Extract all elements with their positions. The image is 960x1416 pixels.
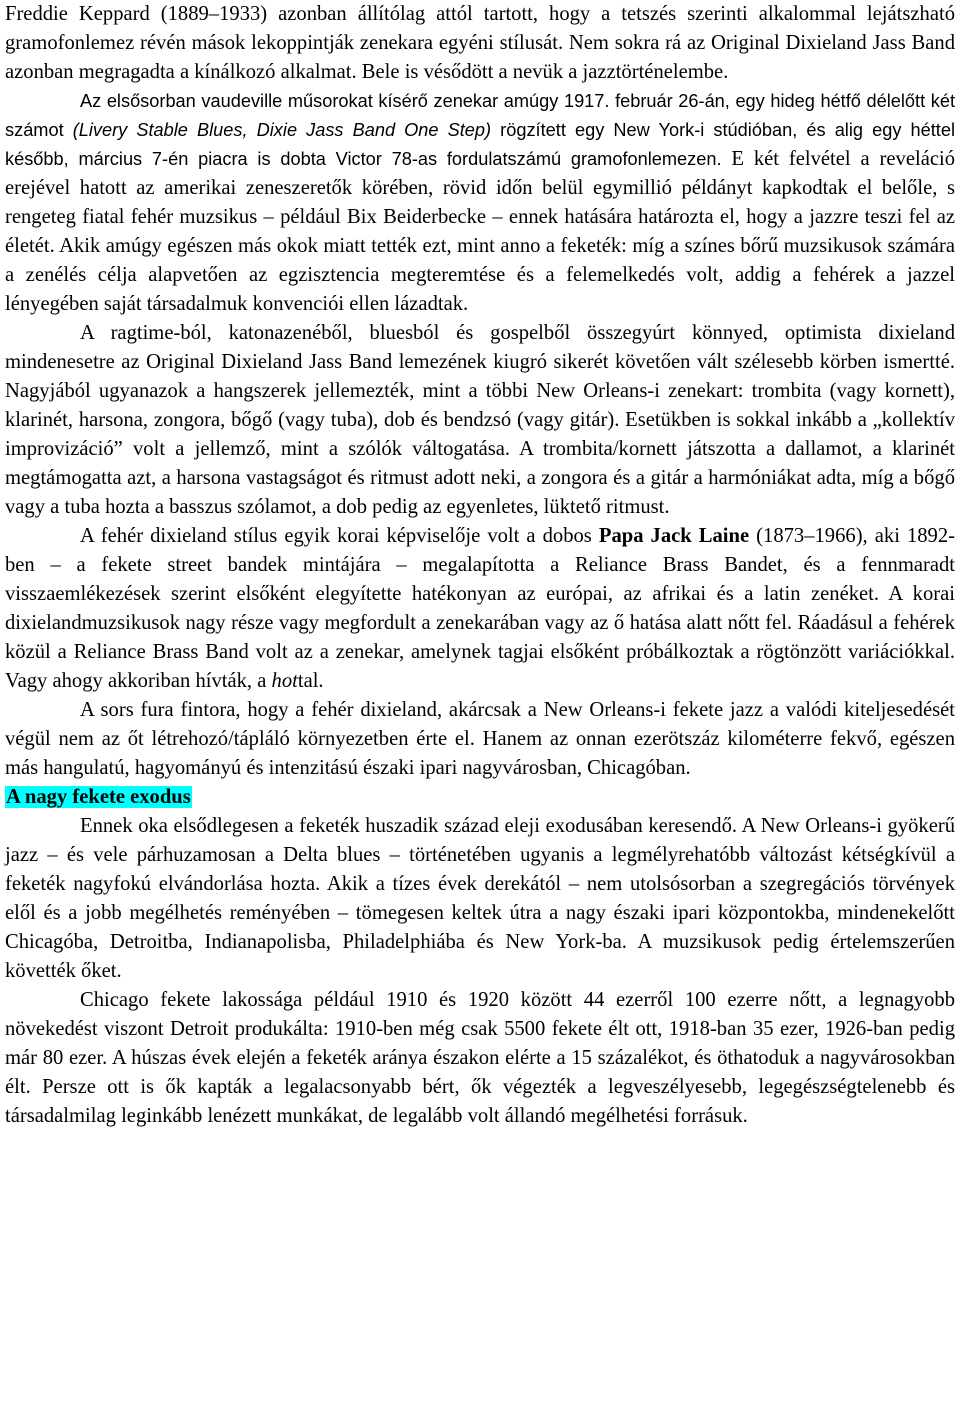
paragraph-first-recording-sans-end: rögzített egy New York-i stúdióban, és alig egy héttel később, március 7-én piacra is dobta Victor 78-as fordulatszámú gramofonlemezen. — [5, 120, 955, 169]
paragraph-keppard: Freddie Keppard (1889–1933) azonban állítólag attól tartott, hogy a tetszés szerinti alkalommal lejátszható gramofonlemez révén mások lekoppintják zenekara egyéni stílusát. Nem sokra rá az Original Dixieland Jass Band azonban megragadta a kínálkozó alkalmat. Bele is vésődött a nevük a jazztörténelembe. — [5, 3, 955, 83]
paragraph-dixieland-instruments: A ragtime-ból, katonazenéből, bluesból és gospelből összegyúrt könnyed, optimista dixieland mindenesetre az Original Dixieland Jass Band lemezének kiugró sikerét követően vált szélesebb körben ismertté. Nagyjából ugyanazok a hangszerek jellemezték, mint a többi New Orleans-i zenekart: trombita (vagy kornett), klarinét, harsona, zongora, bőgő (vagy tuba), dob és bendzsó (vagy gitár). Esetükben is sokkal inkább a „kollektív improvizáció” volt a jellemző, mint a szólók váltogatása. A trombita/kornett játszotta a dallamot, a klarinét megtámogatta azt, a harsona vastagságot és ritmust adott neki, a zongora és a gitár a harmóniákat adta, míg a bőgő vagy a tuba hozta a basszus szólamot, a dob pedig az egyenletes, lüktető ritmust. — [5, 322, 955, 518]
document-page — [5, 0, 955, 1131]
paragraph-papa-jack-laine — [5, 522, 955, 696]
name-papa-jack-laine: Papa Jack Laine — [598, 525, 750, 547]
paragraph-exodus: Ennek oka elsődlegesen a feketék huszadik század eleji exodusában keresendő. A New Orleans-i gyökerű jazz – és vele párhuzamosan a Delta blues – történetében ugyanis a legmélyrehatóbb változást kétségkívül a feketék nagyfokú elvándorlása hozta. Akik a tízes évek derekától – nem utolsósorban a szegregációs törvények elől és a jobb megélhetés reményében – tömegesen keltek útra a nagy északi ipari központokba, mindenekelőtt Chicagóba, Detroitba, Indianapolisba, Philadelphiába és New York-ba. A muzsikusok pedig értelemszerűen követték őket. — [5, 815, 955, 982]
section-heading-wrap — [5, 783, 955, 812]
paragraph-laine-end: tal. — [297, 670, 324, 692]
section-heading: A nagy fekete exodus — [6, 786, 191, 808]
song-titles: (Livery Stable Blues, Dixie Jass Band One Step) — [72, 120, 492, 140]
paragraph-chicago: A sors fura fintora, hogy a fehér dixieland, akárcsak a New Orleans-i fekete jazz a valódi kiteljesedését végül nem az őt létrehozó/tápláló környezetben érte el. Hanem az onnan ezerötszáz kilométerre fekvő, egészen más hangulatú, hagyományú és intenzitású északi ipari nagyvárosban, Chicagóban. — [5, 699, 955, 779]
paragraph-laine-start: A fehér dixieland stílus egyik korai képviselője volt a dobos — [80, 525, 599, 547]
paragraph-laine-rest: (1873–1966), aki 1892-ben – a fekete street bandek mintájára – megalapította a Reliance Brass Bandet, és a fennmaradt visszaemlékezések szerint elsőként elegyítette hatékonyan az európai, az afrikai és a latin zenéket. A korai dixielandmuzsikusok nagy része vagy megfordult a zenekarában vagy az ő hatása alatt nőtt fel. Ráadásul a fehérek közül a Reliance Brass Band volt az a zenekar, amelynek tagjai elsőként próbálkoztak a rögtönzött variációkkal. Vagy ahogy akkoriban hívták, a — [5, 525, 956, 692]
paragraph-population: Chicago fekete lakossága például 1910 és 1920 között 44 ezerről 100 ezerre nőtt, a legnagyobb növekedést viszont Detroit produkálta: 1910-ben még csak 5500 fekete élt ott, 1918-ban 35 ezer, 1926-ban pedig már 80 ezer. A húszas évek elején a feketék aránya északon elérte a 15 százalékot, és öthatoduk a nagyvárosokban élt. Persze ott is ők kapták a legalacsonyabb bért, ők végezték a legveszélyesebb, legegészségtelenebb és társadalmilag leginkább lenézett munkákat, de legalább volt állandó megélhetési forrásuk. — [5, 989, 955, 1127]
paragraph-first-recording-sans: Az elsősorban vaudeville műsorokat kísérő zenekar amúgy 1917. február 26-án, egy hideg hétfő délelőtt két számot — [5, 91, 955, 140]
paragraph-first-recording — [5, 87, 955, 319]
paragraph-first-recording-serif: E két felvétel a reveláció erejével hatott az amerikai zeneszeretők körében, rövid időn belül egymillió példányt kapkodtak el belőle, s rengeteg fiatal fehér muzsikus – például Bix Beiderbecke – ennek hatására határozta el, hogy a jazzre teszi fel az életét. Akik amúgy egészen más okok miatt tették ezt, mint anno a feketék: míg a színes bőrű muzsikusok számára a zenélés célja alapvetően az egzisztencia megteremtése és a felemelkedés volt, addig a fehérek a jazzel lényegében saját társadalmuk konvenciói ellen lázadtak. — [5, 148, 955, 315]
word-hot: hot — [271, 670, 298, 692]
